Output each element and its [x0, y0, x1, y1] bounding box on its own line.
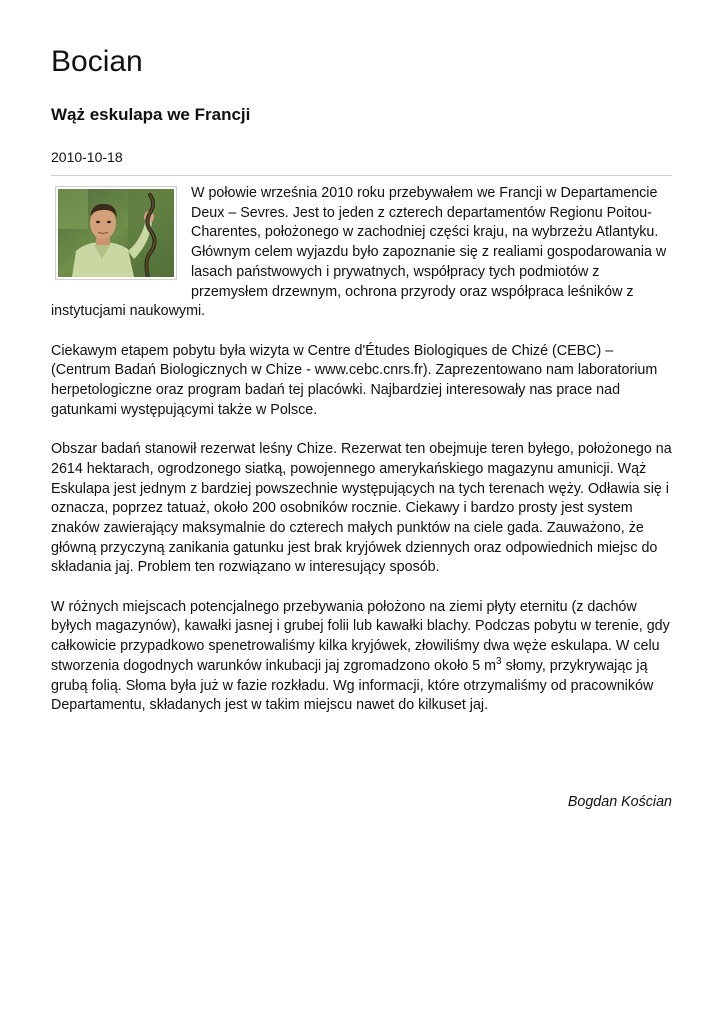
paragraph-4-text-b: słomy, przykrywając ją grubą folią. Słoma była już w fazie rozkładu. Wg informacji, które otrzymaliśmy od pracowników Departamentu, składanych jest w takim miejscu nawet do kilkuset jaj. [51, 657, 654, 714]
man-holding-snake-photo [58, 189, 174, 277]
superscript-cubic: 3 [496, 656, 502, 668]
paragraph-1: W połowie września 2010 roku przebywałem we Francji w Departamencie Deux – Sevres. Jest to jeden z czterech departamentów Regionu Poitou-Charentes, położonego w zachodniej części kraju, na wybrzeżu Atlantyku. Głównym celem wyjazdu było zapoznanie się z realiami gospodarowania w lasach państwowych i prywatnych, współpracy tych podmiotów z przemysłem drzewnym, ochrona przyrody oraz współpraca leśników z instytucjami naukowymi. [51, 185, 667, 320]
paragraph-3: Obszar badań stanowił rezerwat leśny Chize. Rezerwat ten obejmuje teren byłego, położonego na 2614 hektarach, ogrodzonego siatką, powojennego amerykańskiego magazynu amunicji. Wąż Eskulapa jest jednym z bardziej powszechnie występujących na tych terenach węży. Odławia się i oznacza, poprzez tatuaż, około 200 osobników rocznie. Ciekawy i bardzo prosty jest system znaków zawierający maksymalnie do czterech małych punktów na ciele gada. Zauważono, że główną przyczyną zanikania gatunku jest brak kryjówek dziennych oraz odpowiednich miejsc do składania jaj. Problem ten rozwiązano w interesujący sposób. [51, 441, 672, 576]
author-signature: Bogdan Kościan [567, 794, 672, 810]
site-title: Bocian [51, 45, 143, 78]
paragraph-4 [51, 598, 672, 716]
paragraph-4-text-a: W różnych miejscach potencjalnego przebywania położono na ziemi płyty eternitu (z dachów byłych magazynów), kawałki jasnej i grubej folii lub kawałki blachy. Podczas pobytu w terenie, gdy całkowicie przypadkowo spenetrowaliśmy kilka kryjówek, złowiliśmy dwa węże eskulapa. W celu stworzenia dogodnych warunków inkubacji jaj zgromadzono około 5 m [51, 598, 670, 674]
article-body [51, 184, 672, 736]
paragraph-2: Ciekawym etapem pobytu była wizyta w Centre d'Études Biologiques de Chizé (CEBC) – (Centrum Badań Biologicznych w Chize - www.cebc.cnrs.fr). Zaprezentowano nam laboratorium herpetologiczne oraz program badań tej placówki. Najbardziej interesowały nas prace nad gatunkami występującymi także w Polsce. [51, 342, 658, 418]
article-title: Wąż eskulapa we Francji [51, 105, 251, 124]
header-divider [51, 175, 672, 176]
article-date: 2010-10-18 [51, 149, 123, 165]
author-photo [55, 186, 177, 280]
